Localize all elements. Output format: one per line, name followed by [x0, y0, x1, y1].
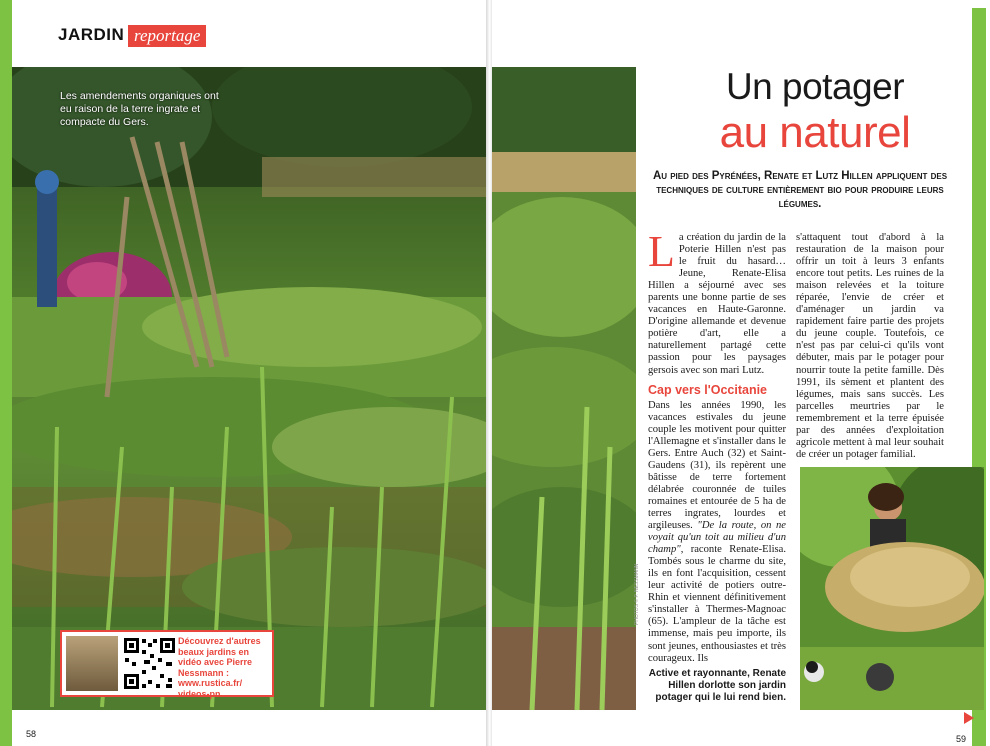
portrait-illustration: [800, 467, 984, 710]
article-subhead: Cap vers l'Occitanie: [648, 382, 768, 397]
page-number-right: 59: [956, 734, 967, 744]
article-title-line1: Un potager: [725, 66, 905, 107]
qr-code-icon[interactable]: [122, 636, 177, 691]
section-title: JARDIN: [58, 25, 125, 44]
section-tag: reportage: [128, 25, 206, 47]
article-paragraph-col2: s'attaquent tout d'abord à la restauration de la maison pour offrir un toit à leurs 3 enfants encore tout petits. Les ruines de la maison relevées et la toiture réparée, l'envie de créer et d'aménager un jardin va rapidement faire partie des projets du jeune couple. Toutefois, ce n'est pas par celui-ci qu'ils vont débuter, mais par le potager pour nourrir toute la petite famille. Dès 1991, ils sèment et plantent des légumes, mais sans succès. Les parcelles meurtries par le remembrement et la terre épuisée par des années d'exploitation agricole mettent à mal leur souhait de créer un potager familial.: [796, 232, 944, 460]
garden-photo-continued: [492, 67, 636, 710]
article-intro: a création du jardin de la Poterie Hillen n'est pas le fruit du hasard… Jeune, Renate-Elisa Hillen a séjourné avec ses parents une bonne partie de ses vacances en Haute-Garonne. D'origine allemande et devenue potière d'art, elle a naturellement partagé cette passion pour les paysages gersois avec son mari Lutz.: [648, 232, 786, 376]
page-edge-left: [0, 0, 12, 746]
portrait-caption: Active et rayonnante, Renate Hillen dorlotte son jardin potager qui le lui rend bien.: [648, 668, 786, 703]
article-paragraph: Dans les années 1990, les vacances estivales du jeune couple les motivent pour quitter l'Allemagne et s'installer dans le Gers. Entre Auch (32) et Saint-Gaudens (31), ils repèrent une bâtisse de terre fortement délabrée couronnée de tuiles romaines et entourée de 5 ha de terres ingrates, lourdes et argileuses.: [648, 399, 786, 532]
promo-text: Découvrez d'autres beaux jardins en vidéo avec Pierre Nessmann : www.rustica.fr/ videos-pn: [178, 636, 261, 699]
garden-photo-caption: Les amendements organiques ont eu raison de la terre ingrate et compacte du Gers.: [60, 90, 219, 128]
portrait-photo: [800, 467, 984, 710]
presenter-photo: [66, 636, 118, 691]
drop-cap: L: [648, 227, 675, 276]
garden-photo: [12, 67, 486, 710]
article-column-2: [796, 232, 944, 473]
next-page-arrow-icon: [964, 712, 974, 724]
garden-photo-continued-illustration: [492, 67, 636, 710]
article-quote: "De la route, on ne voyait qu'un toit au milieu d'un champ": [648, 520, 786, 556]
article-column-1: [648, 227, 786, 665]
page-number-left: 58: [26, 729, 37, 739]
article-title-line2: au naturel: [719, 108, 911, 157]
photo-credit: PHOTOS © P. NESSMANN: [634, 563, 640, 625]
article-paragraph-continued: , raconte Renate-Elisa. Tombés sous le charme du site, ils en font l'acquisition, cessent leur activité de potiers outre-Rhin et viennent définitivement s'installer à Thermes-Magnoac (65). L'ampleur de la tâche est immense, mais peu importe, ils sont jeunes, enthousiastes et très courageux. Ils: [648, 544, 786, 664]
garden-photo-illustration: [12, 67, 486, 710]
video-promo[interactable]: [60, 630, 274, 697]
article-standfirst: Au pied des Pyrénées, Renate et Lutz Hillen appliquent des techniques de culture entièrement bio pour produire leurs légumes.: [652, 170, 948, 210]
